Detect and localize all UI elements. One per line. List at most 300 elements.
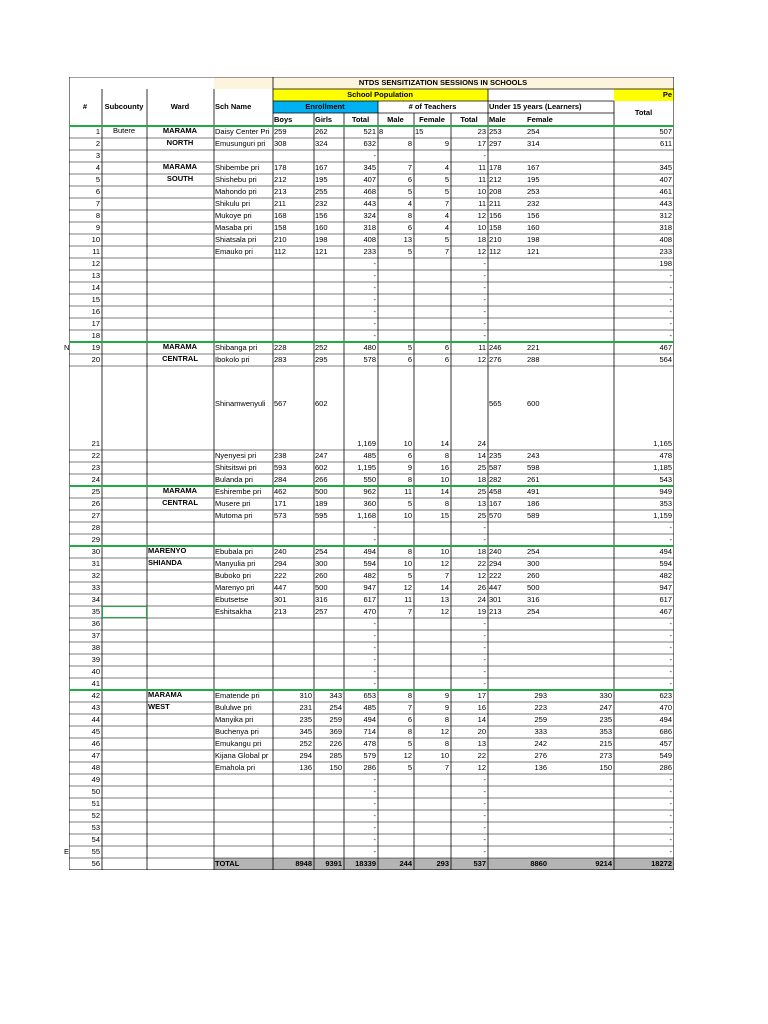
row-number: 14 — [91, 284, 100, 292]
row-number: 15 — [91, 296, 100, 304]
school-name: Bulanda pri — [215, 476, 253, 484]
learner-total-value: 345 — [659, 164, 672, 172]
boys-value: 240 — [274, 548, 287, 556]
row-number: 40 — [91, 668, 100, 676]
teacher-male-value — [379, 272, 412, 281]
learner-total-value: 617 — [659, 596, 672, 604]
subcounty-label: Butere — [112, 127, 136, 135]
teacher-female-value: 10 — [440, 548, 449, 556]
enrollment-total-value: 617 — [363, 596, 376, 604]
row-number: 52 — [91, 812, 100, 820]
teacher-female-value: 5 — [444, 236, 449, 244]
row-number: 41 — [91, 680, 100, 688]
teacher-male-value: 5 — [407, 740, 412, 748]
boys-value — [274, 836, 312, 845]
teacher-male-value: 244 — [399, 860, 412, 868]
school-name — [215, 680, 271, 689]
learner-male-value: 178 — [489, 164, 502, 172]
teacher-total-value: - — [483, 800, 486, 808]
school-name: Shibembe pri — [215, 164, 260, 172]
enrollment-total-value: 521 — [363, 128, 376, 136]
teacher-total-value: - — [483, 320, 486, 328]
teacher-female-value — [415, 824, 449, 833]
teacher-female-value — [415, 680, 449, 689]
teacher-female-value: 10 — [440, 476, 449, 484]
row-number: 10 — [91, 236, 100, 244]
learner-male-value: 276 — [489, 356, 502, 364]
teacher-female-value: 10 — [440, 752, 449, 760]
teacher-female-value — [415, 668, 449, 677]
learner-total-value: 949 — [659, 488, 672, 496]
teacher-total-value: 14 — [477, 716, 486, 724]
enrollment-total-value: 360 — [363, 500, 376, 508]
teacher-female-value — [415, 848, 449, 857]
boys-value: 593 — [274, 464, 287, 472]
girls-value — [315, 812, 342, 821]
enrollment-total-value: 485 — [363, 704, 376, 712]
learner-total-value: - — [669, 812, 672, 820]
learner-female-value: 353 — [599, 728, 612, 736]
row-number: 19 — [91, 344, 100, 352]
girls-value: 500 — [315, 584, 328, 592]
learner-female-value — [527, 284, 612, 293]
school-name: Ebutsetse — [215, 596, 249, 604]
learner-total-value: 611 — [660, 140, 672, 148]
learner-male-value: 136 — [534, 764, 547, 772]
teacher-male-value: 6 — [407, 356, 412, 364]
row-number: 16 — [91, 308, 100, 316]
teacher-female-value: 12 — [440, 560, 449, 568]
teacher-female-value: 8 — [444, 716, 449, 724]
boys-value — [274, 848, 312, 857]
learner-total-value: 543 — [659, 476, 672, 484]
girls-value — [315, 824, 342, 833]
col-learner-male-header: Male — [489, 116, 506, 124]
boys-value — [274, 680, 312, 689]
school-name: Shitsitswi pri — [215, 464, 257, 472]
enrollment-total-value: 408 — [363, 236, 376, 244]
learner-total-value: 312 — [659, 212, 672, 220]
girls-value: 259 — [329, 716, 342, 724]
enrollment-total-value: - — [373, 620, 376, 628]
learner-total-value: - — [669, 296, 672, 304]
learner-total-value: 564 — [659, 356, 672, 364]
enrollment-total-value: - — [373, 152, 376, 160]
teacher-male-value: 11 — [404, 488, 412, 496]
boys-value: 210 — [274, 236, 287, 244]
girls-value: 262 — [315, 128, 328, 136]
enrollment-total-value: 233 — [363, 248, 376, 256]
enrollment-total-value: 578 — [363, 356, 376, 364]
learner-total-value: 549 — [659, 752, 672, 760]
teacher-male-value: 8 — [407, 140, 412, 148]
row-number: 23 — [91, 464, 100, 472]
learner-male-value: 253 — [489, 128, 502, 136]
teacher-female-value: 5 — [444, 188, 449, 196]
teacher-female-value: 9 — [444, 704, 449, 712]
school-name: Kijana Global pr — [215, 752, 269, 760]
girls-value: 285 — [329, 752, 342, 760]
girls-value: 198 — [315, 236, 328, 244]
teacher-female-value: 9 — [444, 140, 449, 148]
row-number: 56 — [91, 860, 100, 868]
girls-value: 369 — [329, 728, 342, 736]
boys-value — [274, 776, 312, 785]
teacher-total-value: 18 — [477, 476, 486, 484]
learner-male-value — [489, 620, 524, 629]
enrollment-total-value: 1,195 — [357, 464, 376, 472]
enrollment-total-value: 594 — [363, 560, 376, 568]
ward-label-line2: CENTRAL — [162, 355, 198, 363]
enrollment-total-value: - — [373, 680, 376, 688]
girls-value — [315, 332, 342, 341]
boys-value — [274, 632, 312, 641]
school-name: Manyulia pri — [215, 560, 256, 568]
learner-male-value: 8860 — [530, 860, 547, 868]
teacher-female-value — [415, 332, 449, 341]
learner-male-value — [489, 308, 524, 317]
girls-value: 300 — [315, 560, 328, 568]
girls-value — [315, 152, 342, 161]
girls-value: 160 — [315, 224, 328, 232]
enrollment-header: Enrollment — [305, 103, 345, 111]
green-border-line — [69, 545, 674, 547]
boys-value — [274, 524, 312, 533]
teacher-total-value: 11 — [478, 164, 486, 172]
ward-label-line1: MARAMA — [162, 127, 198, 135]
teacher-total-value: - — [483, 332, 486, 340]
school-name — [215, 776, 271, 785]
learner-female-value — [527, 632, 612, 641]
ward-label-line2: WEST — [148, 703, 170, 711]
teacher-male-value — [379, 680, 412, 689]
col-girls-header: Girls — [315, 116, 333, 124]
green-selected-cell[interactable] — [102, 606, 147, 618]
learner-female-value: 247 — [599, 704, 612, 712]
boys-value: 8948 — [295, 860, 312, 868]
row-number: 27 — [91, 512, 100, 520]
teacher-total-value: 18 — [477, 548, 486, 556]
learner-total-value — [615, 152, 672, 161]
learner-total-value: - — [669, 776, 672, 784]
enrollment-total-value: - — [373, 284, 376, 292]
boys-value: 301 — [274, 596, 287, 604]
ward-label-line1: MARAMA — [162, 343, 198, 351]
teacher-male-value — [379, 524, 412, 533]
row-number: 2 — [95, 140, 100, 148]
learner-female-value: 243 — [527, 452, 540, 460]
teacher-male-value: 5 — [407, 248, 412, 256]
teacher-male-value — [379, 824, 412, 833]
teacher-female-value: 8 — [444, 452, 449, 460]
teacher-total-value: - — [483, 272, 486, 280]
girls-value: 189 — [315, 500, 328, 508]
sheet-title: NTDS SENSITIZATION SESSIONS IN SCHOOLS — [358, 79, 528, 87]
enrollment-total-value: 962 — [363, 488, 376, 496]
ward-label-line2: CENTRAL — [162, 499, 198, 507]
sheet-title-right: Pe — [662, 91, 672, 99]
teacher-female-value — [415, 524, 449, 533]
learner-female-value — [527, 620, 612, 629]
learner-female-value: 235 — [599, 716, 612, 724]
row-number: 34 — [91, 596, 100, 604]
learner-female-value: 254 — [527, 128, 540, 136]
enrollment-total-value: - — [373, 308, 376, 316]
boys-value: 283 — [274, 356, 287, 364]
boys-value — [274, 824, 312, 833]
teacher-male-value: 8 — [407, 728, 412, 736]
boys-value: 462 — [274, 488, 287, 496]
teacher-male-value — [379, 644, 412, 653]
teacher-female-value — [415, 536, 449, 545]
boys-value — [274, 284, 312, 293]
learner-male-value — [489, 320, 524, 329]
teacher-total-value: 23 — [477, 128, 486, 136]
learner-male-value: 297 — [489, 140, 502, 148]
enrollment-total-value: - — [373, 824, 376, 832]
row-number: 20 — [91, 356, 100, 364]
teacher-total-value: - — [483, 824, 486, 832]
girls-value: 167 — [315, 164, 328, 172]
teacher-male-value — [379, 260, 412, 269]
learner-female-value: 589 — [527, 512, 540, 520]
school-name — [215, 296, 271, 305]
school-name: Ematende pri — [215, 692, 260, 700]
learner-female-value: 9214 — [595, 860, 612, 868]
boys-value — [274, 668, 312, 677]
teacher-total-value: 12 — [477, 764, 486, 772]
green-border-line — [69, 341, 674, 343]
learner-total-value: 482 — [659, 572, 672, 580]
boys-value: 310 — [299, 692, 312, 700]
learner-female-value: 198 — [527, 236, 540, 244]
learner-total-value: - — [669, 644, 672, 652]
teacher-male-value: 5 — [407, 572, 412, 580]
row-number: 32 — [91, 572, 100, 580]
row-number: 49 — [91, 776, 100, 784]
teacher-total-value: - — [483, 668, 486, 676]
girls-value — [315, 776, 342, 785]
teacher-female-value: 14 — [440, 488, 449, 496]
learner-male-value: 259 — [534, 716, 547, 724]
girls-value — [315, 656, 342, 665]
teacher-total-value: - — [483, 632, 486, 640]
row-number: 4 — [95, 164, 100, 172]
learner-male-value — [489, 788, 547, 797]
teacher-male-value: 5 — [407, 500, 412, 508]
boys-value: 238 — [274, 452, 287, 460]
col-learner-total-header: Total — [634, 109, 653, 117]
teacher-female-value — [415, 320, 449, 329]
school-name: Daisy Center Pri — [215, 128, 270, 136]
learner-male-value: 447 — [489, 584, 502, 592]
girls-value — [315, 536, 342, 545]
school-name: Shibanga pri — [215, 344, 258, 352]
enrollment-total-value: 478 — [363, 740, 376, 748]
learner-male-value — [489, 284, 524, 293]
ward-label-line2: NORTH — [166, 139, 194, 147]
school-name: Shikulu pri — [215, 200, 251, 208]
row-number: 44 — [91, 716, 100, 724]
col-learner-female-header: Female — [527, 116, 553, 124]
enrollment-total-value: 947 — [363, 584, 376, 592]
teacher-male-value — [379, 812, 412, 821]
boys-value — [274, 260, 312, 269]
teacher-male-value: 5 — [407, 344, 412, 352]
boys-value: 567 — [274, 400, 287, 408]
enrollment-total-value: - — [373, 788, 376, 796]
teacher-total-value: 13 — [477, 500, 486, 508]
learner-female-value — [527, 332, 612, 341]
row-number: 47 — [91, 752, 100, 760]
learner-total-value: 198 — [659, 260, 672, 268]
learner-male-value: 223 — [534, 704, 547, 712]
school-name — [215, 668, 271, 677]
boys-value — [274, 656, 312, 665]
under15-header: Under 15 years (Learners) — [489, 103, 582, 111]
row-number: 30 — [91, 548, 100, 556]
enrollment-total-value: 286 — [363, 764, 376, 772]
learner-female-value: 160 — [527, 224, 540, 232]
learner-female-value: 491 — [527, 488, 540, 496]
learner-female-value — [527, 680, 612, 689]
row-number: 1 — [95, 128, 100, 136]
boys-value: 222 — [274, 572, 287, 580]
learner-male-value — [489, 776, 547, 785]
ward-label-line2: SHIANDA — [148, 559, 183, 567]
teacher-total-value: - — [483, 536, 486, 544]
row-number: 25 — [91, 488, 100, 496]
learner-female-value: 261 — [527, 476, 540, 484]
row-number: 51 — [91, 800, 100, 808]
school-name: Eshitsakha — [215, 608, 252, 616]
learner-female-value — [527, 656, 612, 665]
col-num-header: # — [82, 103, 88, 111]
boys-value: 168 — [274, 212, 287, 220]
enrollment-total-value: 632 — [363, 140, 376, 148]
row-number: 6 — [95, 188, 100, 196]
girls-value — [315, 524, 342, 533]
teacher-male-value: 12 — [403, 584, 412, 592]
learner-female-value — [527, 260, 612, 269]
teacher-female-value: 293 — [436, 860, 449, 868]
school-name — [215, 536, 271, 545]
enrollment-total-value: - — [373, 836, 376, 844]
boys-value — [274, 812, 312, 821]
ward-label-line2: SOUTH — [166, 175, 194, 183]
school-name — [215, 620, 271, 629]
teacher-total-value: 10 — [477, 188, 486, 196]
enrollment-total-value: 324 — [363, 212, 376, 220]
learner-female-value: 195 — [527, 176, 540, 184]
row-number: 3 — [95, 152, 100, 160]
boys-value: 573 — [274, 512, 287, 520]
learner-total-value: 353 — [659, 500, 672, 508]
teacher-female-value — [415, 812, 449, 821]
boys-value: 231 — [299, 704, 312, 712]
learner-female-value — [550, 848, 612, 857]
learner-male-value: 222 — [489, 572, 502, 580]
teacher-total-value: 14 — [477, 452, 486, 460]
enrollment-total-value: - — [373, 848, 376, 856]
girls-value: 232 — [315, 200, 328, 208]
teacher-male-value — [379, 632, 412, 641]
teacher-male-value — [379, 656, 412, 665]
enrollment-total-value: 318 — [363, 224, 376, 232]
boys-value — [274, 320, 312, 329]
learner-female-value — [527, 272, 612, 281]
teacher-male-value: 5 — [407, 188, 412, 196]
row-number: 50 — [91, 788, 100, 796]
school-name: Eshirembe pri — [215, 488, 262, 496]
girls-value — [315, 320, 342, 329]
learner-female-value — [550, 788, 612, 797]
boys-value: 158 — [274, 224, 287, 232]
school-name — [215, 524, 271, 533]
row-number: 35 — [91, 608, 100, 616]
enrollment-total-value: 1,168 — [357, 512, 376, 520]
girls-value — [315, 272, 342, 281]
col-teacher-male-header: Male — [387, 116, 404, 124]
learner-male-value: 587 — [489, 464, 502, 472]
learner-total-value: - — [669, 788, 672, 796]
enrollment-total-value: 345 — [363, 164, 376, 172]
row-number: 7 — [95, 200, 100, 208]
row-number: 37 — [91, 632, 100, 640]
learner-female-value: 167 — [527, 164, 540, 172]
teacher-female-value: 9 — [444, 692, 449, 700]
teacher-male-value: 7 — [407, 704, 412, 712]
teacher-female-value — [415, 260, 449, 269]
teacher-total-value: - — [483, 644, 486, 652]
girls-value — [315, 260, 342, 269]
boys-value — [274, 332, 312, 341]
learner-male-value: 213 — [489, 608, 502, 616]
learner-total-value: - — [669, 284, 672, 292]
school-name: Marenyo pri — [215, 584, 255, 592]
boys-value: 345 — [299, 728, 312, 736]
girls-value: 9391 — [325, 860, 342, 868]
boys-value — [274, 536, 312, 545]
boys-value — [274, 788, 312, 797]
learner-male-value: 167 — [489, 500, 502, 508]
teacher-total-value: 20 — [477, 728, 486, 736]
learner-male-value: 212 — [489, 176, 502, 184]
teacher-total-value: 11 — [478, 176, 486, 184]
teacher-total-value: - — [483, 656, 486, 664]
school-name — [215, 272, 271, 281]
row-number: 42 — [91, 692, 100, 700]
teacher-female-value: 7 — [444, 248, 449, 256]
teacher-male-value: 11 — [404, 596, 412, 604]
learner-total-value: 1,185 — [653, 464, 672, 472]
green-border-line — [69, 485, 674, 487]
learner-female-value — [550, 836, 612, 845]
learner-female-value: 600 — [527, 400, 540, 408]
learner-total-value: 318 — [659, 224, 672, 232]
girls-value: 343 — [329, 692, 342, 700]
enrollment-total-value: 480 — [363, 344, 376, 352]
enrollment-total-value: 407 — [363, 176, 376, 184]
learner-male-value: 301 — [489, 596, 502, 604]
enrollment-total-value: - — [373, 296, 376, 304]
learner-male-value: 210 — [489, 236, 502, 244]
learner-total-value: 623 — [659, 692, 672, 700]
teacher-female-value — [415, 656, 449, 665]
row-number: 33 — [91, 584, 100, 592]
teacher-total-value: 25 — [477, 488, 486, 496]
enrollment-total-value: 579 — [363, 752, 376, 760]
